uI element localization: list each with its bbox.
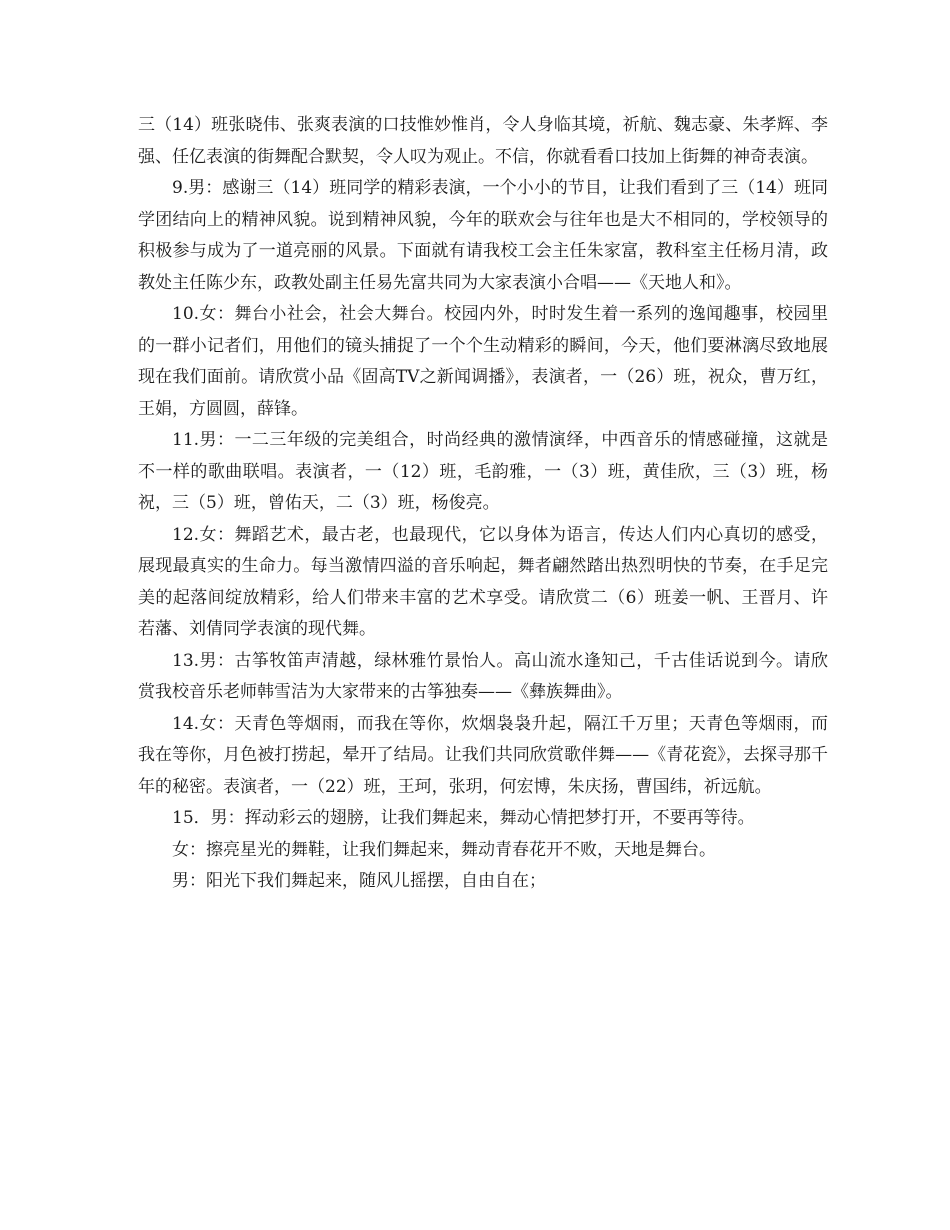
paragraph-item-13: 13.男：古筝牧笛声清越，绿林雅竹景怡人。高山流水逢知己，千古佳话说到今。请欣赏我校音乐老师韩雪洁为大家带来的古筝独奏——《彝族舞曲》。 [138,650,828,702]
paragraph-item-14: 14.女：天青色等烟雨，而我在等你，炊烟袅袅升起，隔江千万里；天青色等烟雨，而我在等你，月色被打捞起，晕开了结局。让我们共同欣赏歌伴舞——《青花瓷》，去探寻那千年的秘密。表演者，一（22）班，王珂，张玥，何宏博，朱庆扬，曹国纬，祈远航。 [138,713,828,797]
paragraph-male-line: 男：阳光下我们舞起来，随风儿摇摆，自由自在； [172,871,546,891]
paragraph-female-line: 女：擦亮星光的舞鞋，让我们舞起来，舞动青春花开不败，天地是舞台。 [172,839,716,860]
paragraph-item-15-male: 15．男：挥动彩云的翅膀，让我们舞起来，舞动心情把梦打开，不要再等待。 [172,808,755,828]
paragraph-item-12: 12.女：舞蹈艺术，最古老，也最现代，它以身体为语言，传达人们内心真切的感受，展现最真实的生命力。每当激情四溢的音乐响起，舞者翩然踏出热烈明快的节奏，在手足完美的起落间绽放精彩，给人们带来丰富的艺术享受。请欣赏二（6）班姜一帆、王晋月、许若藩、刘倩同学表演的现代舞。 [138,524,828,639]
paragraph-item-11: 11.男：一二三年级的完美组合，时尚经典的激情演绎，中西音乐的情感碰撞，这就是不一样的歌曲联唱。表演者，一（12）班，毛韵雅，一（3）班，黄佳欣，三（3）班，杨祝，三（5）班，曾佑天，二（3）班，杨俊亮。 [138,430,828,513]
paragraph-item-10: 10.女：舞台小社会，社会大舞台。校园内外，时时发生着一系列的逸闻趣事，校园里的一群小记者们，用他们的镜头捕捉了一个个生动精彩的瞬间，今天，他们要淋漓尽致地展现在我们面前。请欣赏小品《固高TV之新闻调播》，表演者，一（26）班，祝众，曹万红，王娟，方圆圆，薛锋。 [138,304,828,419]
paragraph-item-9: 9.男：感谢三（14）班同学的精彩表演，一个小小的节目，让我们看到了三（14）班同学团结向上的精神风貌。说到精神风貌，今年的联欢会与往年也是大不相同的，学校领导的积极参与成为了一道亮丽的风景。下面就有请我校工会主任朱家富，教科室主任杨月清，政教处主任陈少东，政教处副主任易先富共同为大家表演小合唱——《天地人和》。 [138,178,828,293]
paragraph-intro-continued: 三（14）班张晓伟、张爽表演的口技惟妙惟肖，令人身临其境，祈航、魏志豪、朱孝辉、李强、任亿表演的街舞配合默契，令人叹为观止。不信，你就看看口技加上街舞的神奇表演。 [138,115,828,167]
document-body [138,110,828,898]
